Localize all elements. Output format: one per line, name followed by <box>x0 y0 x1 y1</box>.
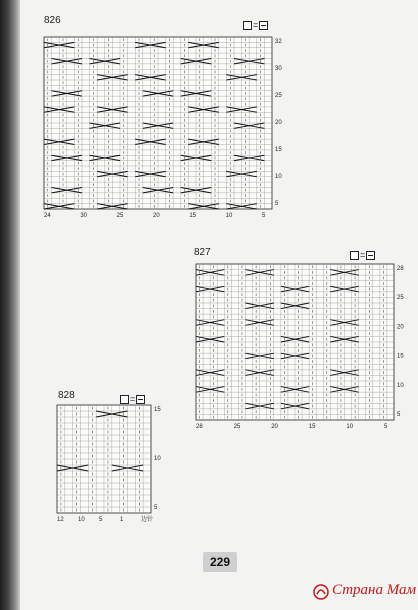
column-number-label: 5 <box>99 517 103 523</box>
watermark-logo-icon <box>312 583 330 601</box>
row-number-label: 30 <box>275 66 282 72</box>
row-number-label: 15 <box>154 407 161 413</box>
column-number-label: 10 <box>78 517 85 523</box>
column-number-label: 15 <box>308 424 316 430</box>
chart-828-title: 828 <box>58 390 75 401</box>
row-number-label: 5 <box>154 505 158 511</box>
column-number-label: 20 <box>271 424 278 430</box>
column-number-label: 边针 <box>141 517 154 523</box>
chart-828-key-equals: = <box>130 394 136 404</box>
chart-827-key <box>350 250 375 260</box>
row-number-label: 32 <box>275 39 282 45</box>
row-number-label: 5 <box>275 201 279 207</box>
row-number-label: 10 <box>154 456 161 462</box>
chart-828-key <box>120 394 145 404</box>
column-number-label: 12 <box>57 517 64 523</box>
column-number-label: 20 <box>153 213 160 219</box>
blank-square-icon <box>120 395 129 404</box>
row-number-label: 10 <box>275 174 282 180</box>
row-number-label: 15 <box>397 353 404 360</box>
column-number-label: 1 <box>120 517 124 523</box>
chart-826-title: 826 <box>44 15 61 26</box>
column-number-label: 5 <box>262 213 266 219</box>
column-number-label: 5 <box>384 424 388 430</box>
column-number-label: 24 <box>44 213 51 219</box>
page-number: 229 <box>209 555 231 569</box>
blank-square-icon <box>350 251 359 260</box>
chart-827-key-equals: = <box>360 250 366 260</box>
row-number-label: 28 <box>397 266 404 272</box>
column-number-label: 28 <box>196 424 203 430</box>
row-number-label: 25 <box>397 295 404 302</box>
dash-square-icon <box>136 395 145 404</box>
row-number-label: 20 <box>275 120 282 126</box>
row-number-label: 5 <box>397 412 401 418</box>
dash-square-icon <box>366 251 375 260</box>
column-number-label: 30 <box>80 213 88 219</box>
column-number-label: 15 <box>189 213 197 219</box>
column-number-label: 10 <box>346 424 354 430</box>
page-number-box <box>203 552 237 572</box>
row-number-label: 15 <box>275 147 282 153</box>
column-number-label: 25 <box>233 424 241 430</box>
row-number-label: 25 <box>275 93 282 99</box>
column-number-label: 10 <box>225 213 233 219</box>
chart-827-title: 827 <box>194 247 211 258</box>
watermark-text: Страна Мам <box>332 582 417 598</box>
row-number-label: 10 <box>397 382 404 389</box>
chart-826-key-equals: = <box>253 20 259 30</box>
row-number-label: 20 <box>397 324 404 331</box>
column-number-label: 25 <box>116 213 124 219</box>
